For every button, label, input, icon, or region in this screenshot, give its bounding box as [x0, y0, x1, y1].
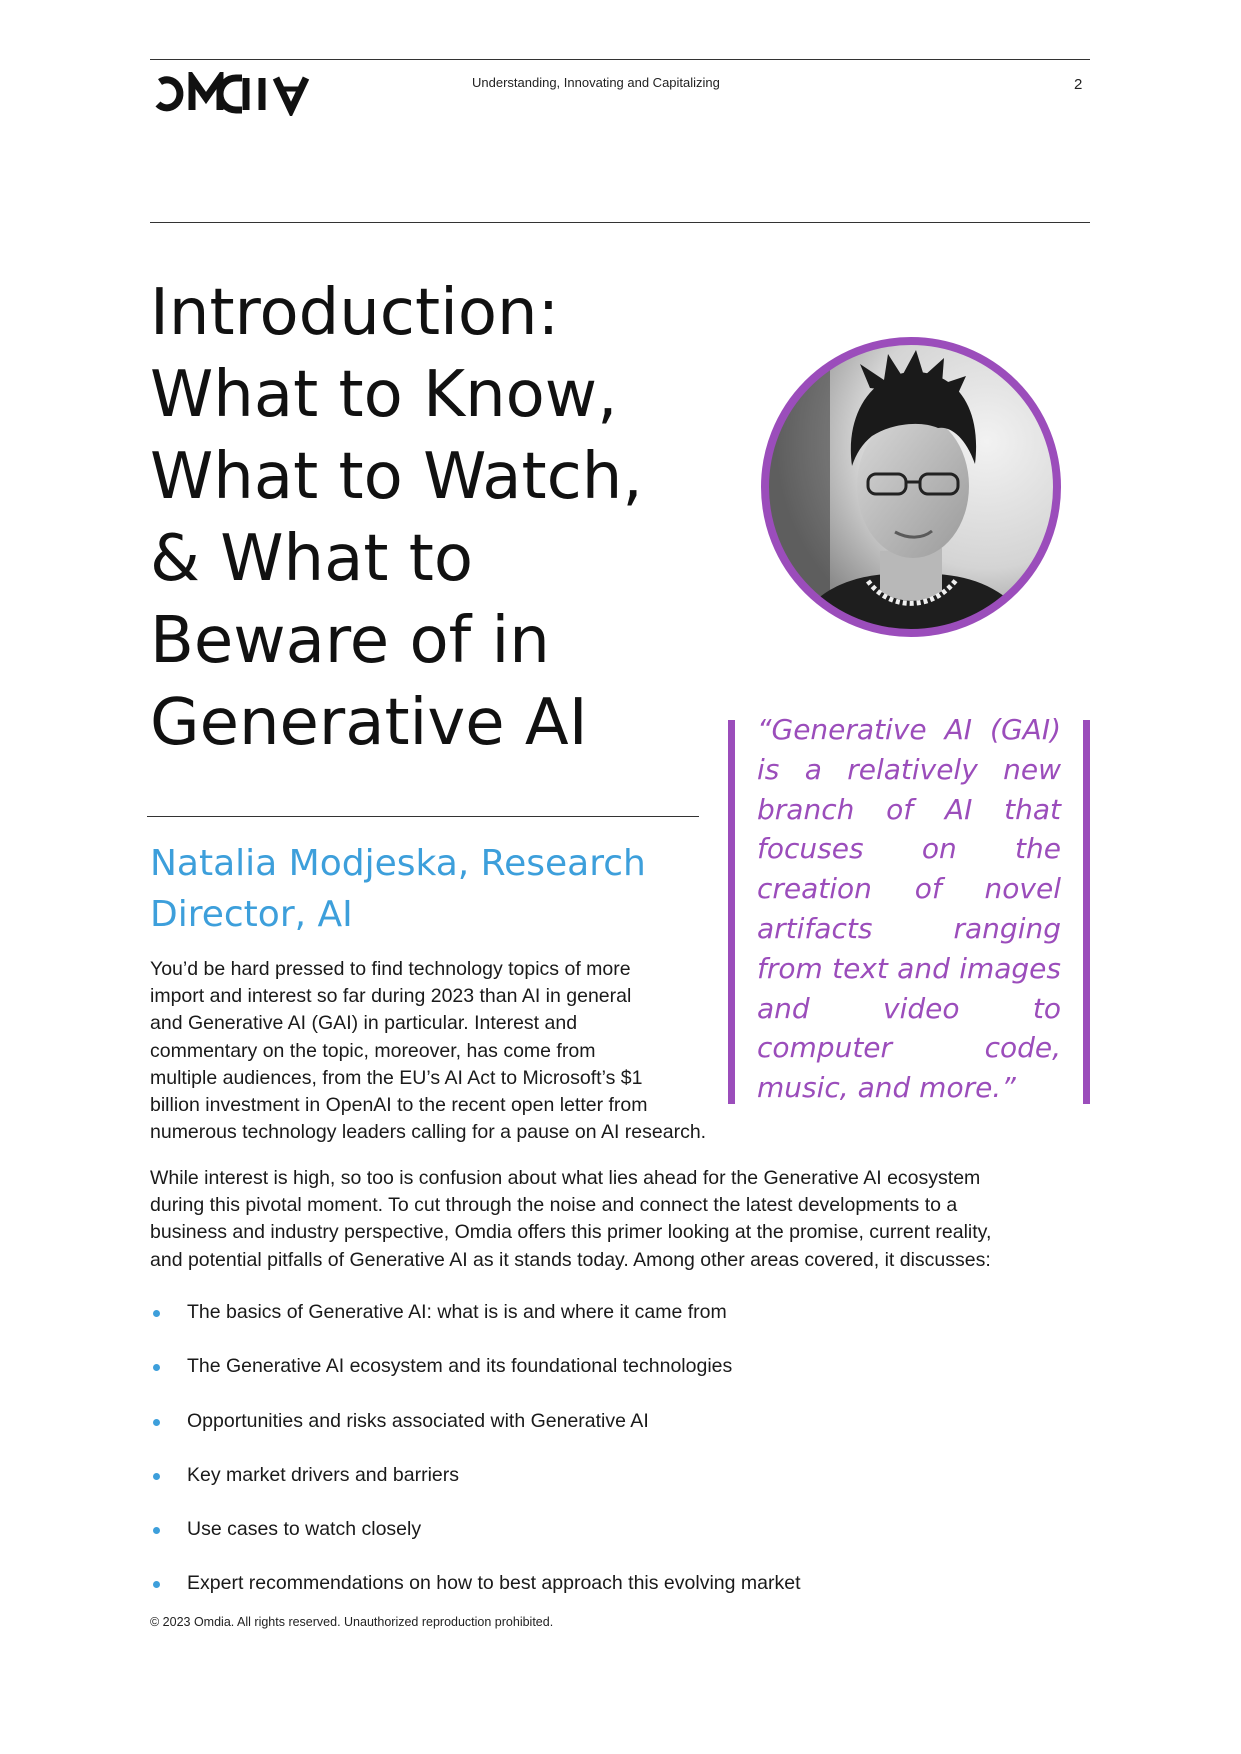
paragraph-line: multiple audiences, from the EU’s AI Act to Microsoft’s $1 [150, 1066, 643, 1089]
author-line: Natalia Modjeska, Research [150, 843, 646, 884]
list-item [150, 1516, 801, 1570]
paragraph-line: commentary on the topic, moreover, has come from [150, 1039, 596, 1062]
paragraph-line: and Generative AI (GAI) in particular. Interest and [150, 1012, 578, 1035]
list-item-text: Key market drivers and barriers [187, 1463, 460, 1486]
bullet-icon [153, 1473, 160, 1480]
pull-quote [728, 713, 1090, 1105]
omdia-logo [150, 72, 320, 116]
paragraph-line: during this pivotal moment. To cut through the noise and connect the latest developments to a [150, 1194, 958, 1217]
title-line: Generative AI [150, 686, 588, 760]
list-item-text: The basics of Generative AI: what is is and where it came from [187, 1301, 727, 1323]
intro-paragraph [150, 956, 706, 1146]
title-line: Introduction: [150, 276, 560, 350]
list-item-text: Opportunities and risks associated with Generative AI [187, 1409, 649, 1432]
author-divider [147, 816, 699, 817]
bullet-icon [153, 1581, 160, 1588]
paragraph-line: numerous technology leaders calling for a pause on AI research. [150, 1121, 707, 1144]
title-line: Beware of in [150, 604, 550, 678]
list-item [150, 1353, 801, 1407]
paragraph-line: import and interest so far during 2023 than AI in general [150, 985, 632, 1008]
page-title [150, 272, 710, 764]
paragraph-line: business and industry perspective, Omdia offers this primer looking at the promise, current reality, [150, 1221, 992, 1244]
summary-paragraph [150, 1165, 991, 1274]
paragraph-line: You’d be hard pressed to find technology topics of more [150, 958, 631, 980]
bullet-icon [153, 1310, 160, 1317]
topics-list [150, 1299, 801, 1625]
paragraph-line: billion investment in OpenAI to the recent open letter from [150, 1094, 648, 1117]
header-top-rule [150, 59, 1090, 60]
header-tagline: Understanding, Innovating and Capitalizing [472, 75, 720, 90]
author-byline [150, 838, 690, 940]
copyright-footer: © 2023 Omdia. All rights reserved. Unauthorized reproduction prohibited. [150, 1615, 554, 1629]
pull-quote-text: “Generative AI (GAI) is a relatively new branch of AI that focuses on the creation of novel artifacts ranging from text and images and video to computer code, music, and more.” [757, 713, 1061, 1105]
title-line: What to Watch, [150, 440, 643, 514]
list-item [150, 1299, 801, 1353]
title-line: What to Know, [150, 358, 618, 432]
header-bottom-rule [150, 222, 1090, 223]
list-item-text: Use cases to watch closely [187, 1518, 422, 1541]
title-line: & What to [150, 522, 473, 596]
list-item-text: Expert recommendations on how to best approach this evolving market [187, 1572, 801, 1595]
bullet-icon [153, 1364, 160, 1371]
bullet-icon [153, 1527, 160, 1534]
list-item [150, 1408, 801, 1462]
list-item-text: The Generative AI ecosystem and its foundational technologies [187, 1355, 733, 1378]
paragraph-line: and potential pitfalls of Generative AI as it stands today. Among other areas covered, it discusses: [150, 1248, 991, 1271]
author-line: Director, AI [150, 894, 353, 935]
paragraph-line: While interest is high, so too is confusion about what lies ahead for the Generative AI ecosystem [150, 1167, 981, 1189]
list-item [150, 1462, 801, 1516]
page-number: 2 [1074, 76, 1083, 93]
author-portrait-photo [760, 336, 1062, 638]
bullet-icon [153, 1419, 160, 1426]
